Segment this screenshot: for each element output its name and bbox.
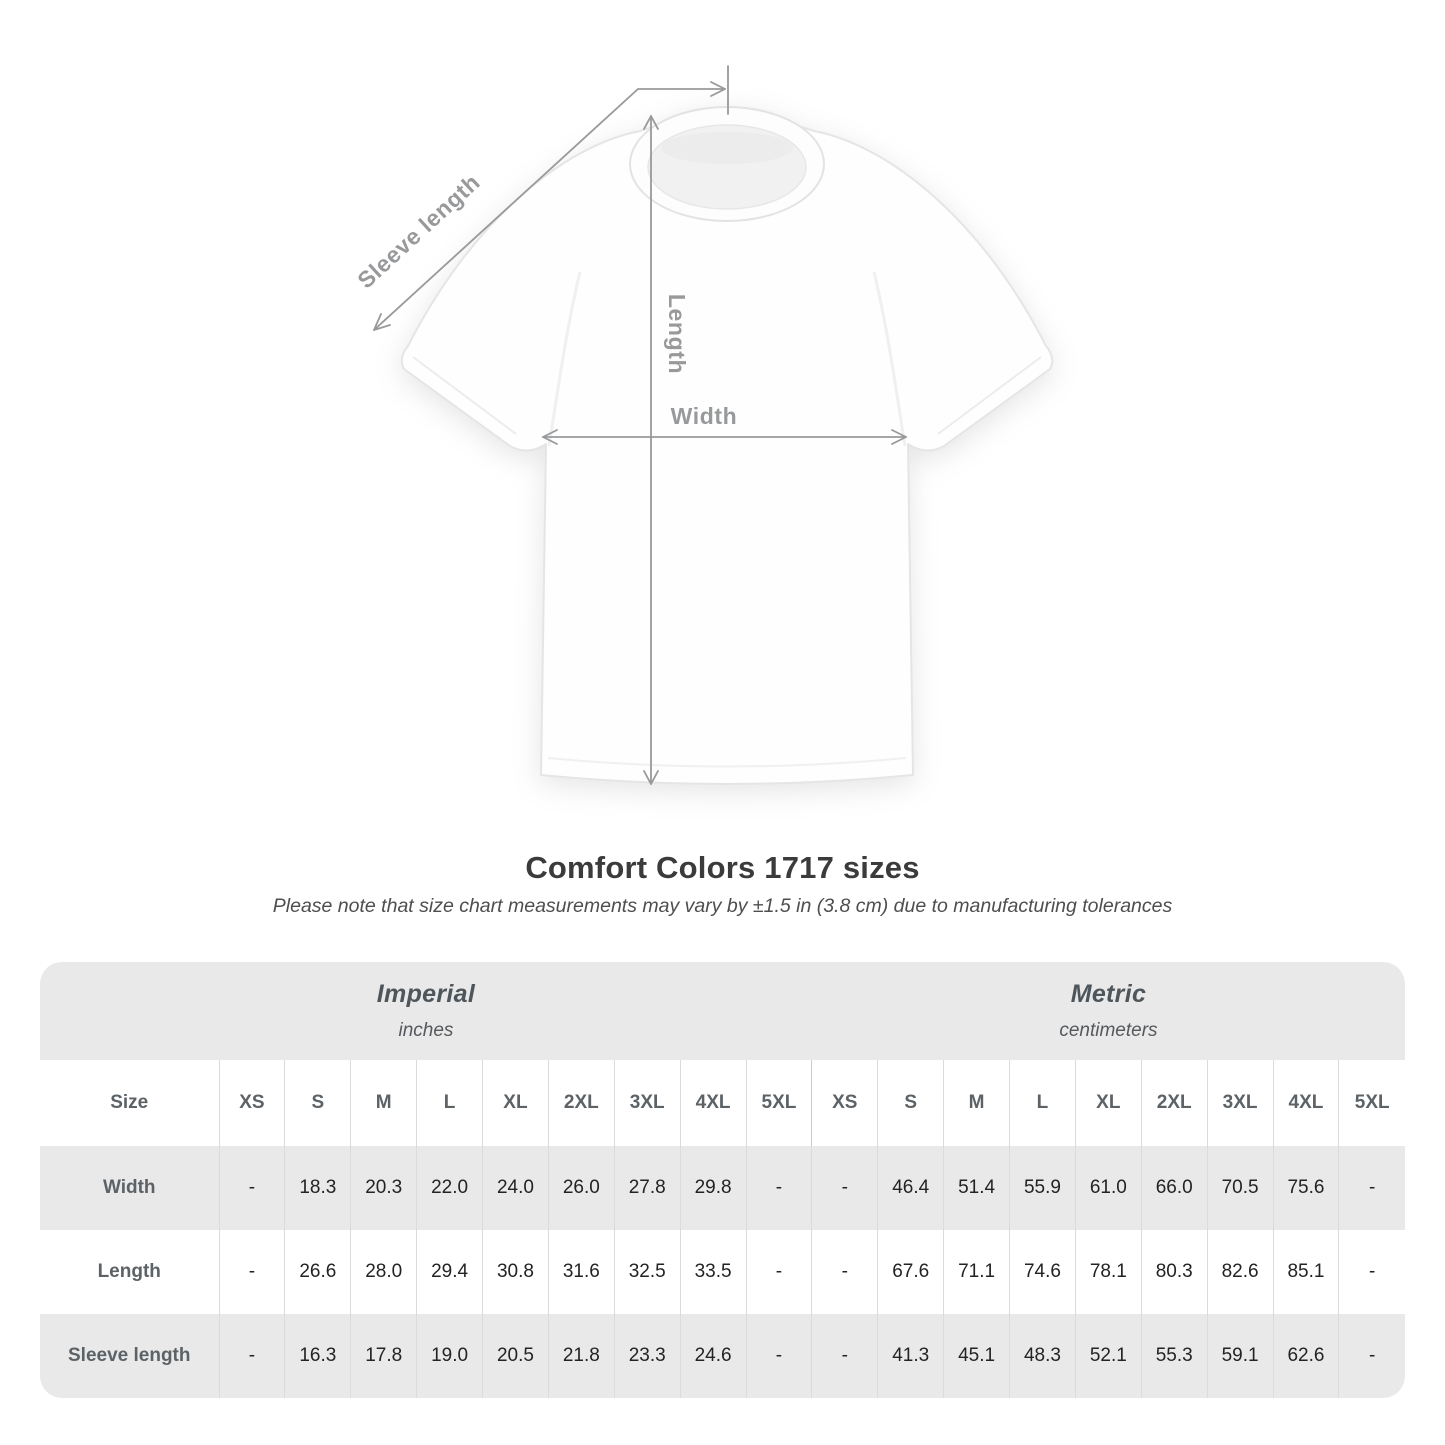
value-cell-width-imperial-4xl: 29.8 bbox=[680, 1146, 746, 1230]
value-cell-sleeve-length-imperial-xs: - bbox=[219, 1314, 285, 1398]
length-label: Length bbox=[664, 293, 690, 375]
value-cell-width-metric-xs: - bbox=[812, 1146, 878, 1230]
value-cell-sleeve-length-metric-4xl: 62.6 bbox=[1273, 1314, 1339, 1398]
size-header-metric-l: L bbox=[1010, 1060, 1076, 1146]
unit-group-name: Imperial bbox=[376, 980, 476, 1008]
tshirt-graphic bbox=[402, 107, 1053, 784]
value-cell-sleeve-length-imperial-m: 17.8 bbox=[351, 1314, 417, 1398]
value-cell-sleeve-length-imperial-3xl: 23.3 bbox=[614, 1314, 680, 1398]
value-cell-length-metric-m: 71.1 bbox=[944, 1230, 1010, 1314]
value-cell-length-metric-4xl: 85.1 bbox=[1273, 1230, 1339, 1314]
size-header-imperial-3xl: 3XL bbox=[614, 1060, 680, 1146]
value-cell-length-metric-s: 67.6 bbox=[878, 1230, 944, 1314]
size-header-metric-2xl: 2XL bbox=[1141, 1060, 1207, 1146]
unit-group-name: Metric bbox=[1070, 980, 1147, 1008]
value-cell-sleeve-length-metric-xl: 52.1 bbox=[1075, 1314, 1141, 1398]
size-header-imperial-xs: XS bbox=[219, 1060, 285, 1146]
inner-back-neck-shading bbox=[661, 132, 793, 164]
value-cell-sleeve-length-imperial-4xl: 24.6 bbox=[680, 1314, 746, 1398]
value-cell-length-imperial-xs: - bbox=[219, 1230, 285, 1314]
value-cell-length-metric-2xl: 80.3 bbox=[1141, 1230, 1207, 1314]
size-column-header: Size bbox=[40, 1060, 219, 1146]
size-header-metric-5xl: 5XL bbox=[1339, 1060, 1405, 1146]
value-cell-sleeve-length-metric-m: 45.1 bbox=[944, 1314, 1010, 1398]
value-cell-sleeve-length-metric-3xl: 59.1 bbox=[1207, 1314, 1273, 1398]
row-label-sleeve-length: Sleeve length bbox=[68, 1345, 191, 1366]
unit-group-imperial bbox=[40, 962, 812, 1060]
value-cell-sleeve-length-metric-2xl: 55.3 bbox=[1141, 1314, 1207, 1398]
value-cell-length-imperial-m: 28.0 bbox=[351, 1230, 417, 1314]
size-header-imperial-s: S bbox=[285, 1060, 351, 1146]
size-table bbox=[40, 962, 1405, 1398]
value-cell-width-imperial-s: 18.3 bbox=[285, 1146, 351, 1230]
value-cell-width-metric-xl: 61.0 bbox=[1075, 1146, 1141, 1230]
value-cell-length-imperial-xl: 30.8 bbox=[483, 1230, 549, 1314]
value-cell-sleeve-length-metric-5xl: - bbox=[1339, 1314, 1405, 1398]
value-cell-width-imperial-m: 20.3 bbox=[351, 1146, 417, 1230]
value-cell-length-imperial-4xl: 33.5 bbox=[680, 1230, 746, 1314]
page-title: Comfort Colors 1717 sizes bbox=[525, 850, 920, 885]
size-header-metric-s: S bbox=[878, 1060, 944, 1146]
value-cell-length-metric-xl: 78.1 bbox=[1075, 1230, 1141, 1314]
value-cell-width-metric-l: 55.9 bbox=[1010, 1146, 1076, 1230]
table-row-length bbox=[40, 1230, 1405, 1314]
size-header-imperial-5xl: 5XL bbox=[746, 1060, 812, 1146]
value-cell-sleeve-length-metric-s: 41.3 bbox=[878, 1314, 944, 1398]
width-label: Width bbox=[670, 403, 738, 429]
value-cell-width-metric-5xl: - bbox=[1339, 1146, 1405, 1230]
sleeve-length-label: Sleeve length bbox=[352, 168, 485, 294]
size-header-imperial-4xl: 4XL bbox=[680, 1060, 746, 1146]
unit-group-unit: centimeters bbox=[1059, 1020, 1158, 1041]
value-cell-width-imperial-xs: - bbox=[219, 1146, 285, 1230]
size-header-metric-xs: XS bbox=[812, 1060, 878, 1146]
size-header-metric-4xl: 4XL bbox=[1273, 1060, 1339, 1146]
value-cell-length-metric-5xl: - bbox=[1339, 1230, 1405, 1314]
unit-group-unit: inches bbox=[398, 1020, 454, 1041]
size-header-imperial-xl: XL bbox=[483, 1060, 549, 1146]
value-cell-width-imperial-xl: 24.0 bbox=[483, 1146, 549, 1230]
tolerance-note: Please note that size chart measurements may vary by ±1.5 in (3.8 cm) due to manufacturing tolerances bbox=[272, 895, 1173, 917]
value-cell-sleeve-length-imperial-xl: 20.5 bbox=[483, 1314, 549, 1398]
value-cell-sleeve-length-metric-l: 48.3 bbox=[1010, 1314, 1076, 1398]
size-header-metric-3xl: 3XL bbox=[1207, 1060, 1273, 1146]
value-cell-length-imperial-l: 29.4 bbox=[417, 1230, 483, 1314]
value-cell-length-metric-xs: - bbox=[812, 1230, 878, 1314]
size-header-imperial-2xl: 2XL bbox=[548, 1060, 614, 1146]
size-table-grid bbox=[40, 962, 1405, 1398]
value-cell-width-imperial-5xl: - bbox=[746, 1146, 812, 1230]
value-cell-width-imperial-l: 22.0 bbox=[417, 1146, 483, 1230]
value-cell-width-metric-2xl: 66.0 bbox=[1141, 1146, 1207, 1230]
size-header-imperial-m: M bbox=[351, 1060, 417, 1146]
value-cell-sleeve-length-metric-xs: - bbox=[812, 1314, 878, 1398]
value-cell-width-imperial-3xl: 27.8 bbox=[614, 1146, 680, 1230]
value-cell-width-metric-m: 51.4 bbox=[944, 1146, 1010, 1230]
value-cell-length-imperial-3xl: 32.5 bbox=[614, 1230, 680, 1314]
value-cell-sleeve-length-imperial-l: 19.0 bbox=[417, 1314, 483, 1398]
table-row-width bbox=[40, 1146, 1405, 1230]
value-cell-width-imperial-2xl: 26.0 bbox=[548, 1146, 614, 1230]
value-cell-sleeve-length-imperial-s: 16.3 bbox=[285, 1314, 351, 1398]
value-cell-width-metric-s: 46.4 bbox=[878, 1146, 944, 1230]
table-row-sleeve-length bbox=[40, 1314, 1405, 1398]
row-label-width: Width bbox=[102, 1177, 156, 1198]
value-cell-length-imperial-s: 26.6 bbox=[285, 1230, 351, 1314]
value-cell-width-metric-3xl: 70.5 bbox=[1207, 1146, 1273, 1230]
size-header-metric-xl: XL bbox=[1075, 1060, 1141, 1146]
value-cell-sleeve-length-imperial-2xl: 21.8 bbox=[548, 1314, 614, 1398]
value-cell-length-imperial-2xl: 31.6 bbox=[548, 1230, 614, 1314]
value-cell-width-metric-4xl: 75.6 bbox=[1273, 1146, 1339, 1230]
row-label-length: Length bbox=[97, 1261, 161, 1282]
value-cell-sleeve-length-imperial-5xl: - bbox=[746, 1314, 812, 1398]
value-cell-length-imperial-5xl: - bbox=[746, 1230, 812, 1314]
unit-group-metric bbox=[812, 962, 1405, 1060]
value-cell-length-metric-l: 74.6 bbox=[1010, 1230, 1076, 1314]
size-header-imperial-l: L bbox=[417, 1060, 483, 1146]
value-cell-length-metric-3xl: 82.6 bbox=[1207, 1230, 1273, 1314]
size-header-metric-m: M bbox=[944, 1060, 1010, 1146]
